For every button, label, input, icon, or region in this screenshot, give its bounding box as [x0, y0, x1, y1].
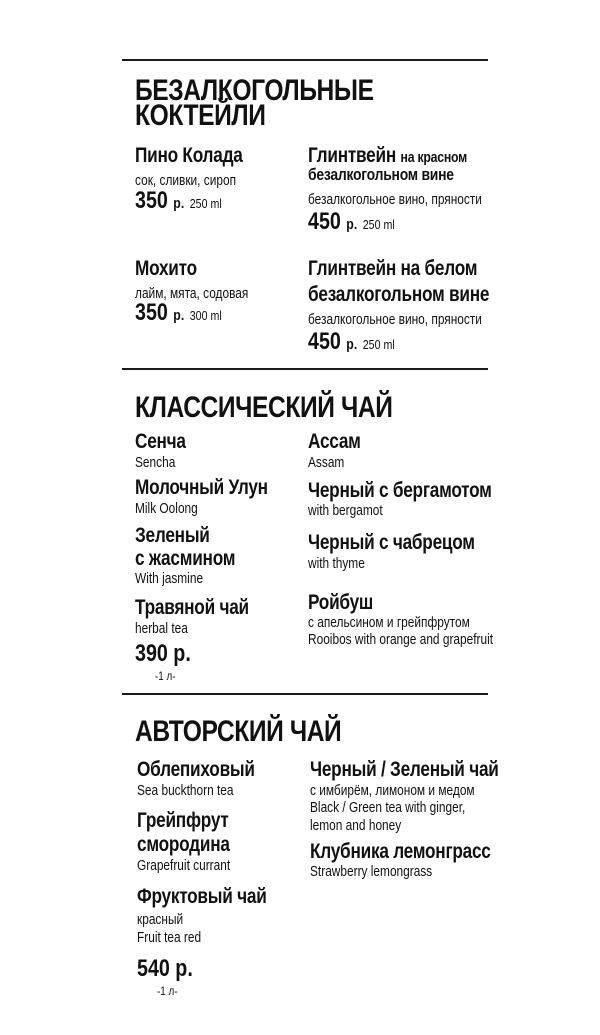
item-name: Ройбуш — [308, 591, 374, 614]
item-name: Ассам — [308, 430, 361, 453]
item-name-line2: с жасмином — [135, 547, 236, 570]
price-value: 350 — [135, 187, 168, 214]
item-name: Молочный Улун — [135, 476, 268, 499]
currency: р. — [346, 216, 358, 233]
currency: р. — [173, 307, 185, 324]
item-name: Облепиховый — [137, 758, 255, 781]
item-name: Грейпфрут — [137, 809, 229, 832]
item-name: Мохито — [135, 257, 197, 280]
item-price — [308, 330, 395, 354]
section-price: 540 р. — [137, 955, 193, 982]
item-name-line2: безалкогольном вине — [308, 165, 454, 184]
divider — [122, 368, 488, 370]
item-desc-en: Rooibos with orange and grapefruit — [308, 632, 494, 648]
volume: 300 ml — [189, 308, 222, 323]
item-desc: с имбирём, лимоном и медом — [310, 783, 475, 799]
item-name: Травяной чай — [135, 596, 249, 619]
item-name: Пино Колада — [135, 144, 243, 167]
volume: 250 ml — [362, 217, 395, 232]
item-price — [135, 189, 222, 213]
section-price: 390 р. — [135, 640, 191, 667]
item-name: Фруктовый чай — [137, 885, 267, 908]
volume: 250 ml — [189, 196, 222, 211]
item-name: Зеленый — [135, 524, 210, 547]
divider — [122, 693, 488, 695]
section-title: АВТОРСКИЙ ЧАЙ — [135, 715, 342, 748]
item-desc-en: Fruit tea red — [137, 930, 202, 946]
volume: 250 ml — [362, 337, 395, 352]
item-name: Сенча — [135, 430, 186, 453]
item-desc: Grapefruit currant — [137, 858, 231, 874]
item-desc-en: Black / Green tea with ginger, — [310, 800, 466, 816]
item-desc: с апельсином и грейпфрутом — [308, 615, 470, 631]
item-desc: With jasmine — [135, 571, 204, 587]
item-desc: безалкогольное вино, пряности — [308, 312, 482, 328]
item-desc: Sea buckthorn tea — [137, 783, 234, 799]
item-name: Черный с бергамотом — [308, 479, 492, 502]
item-name: Глинтвейн на белом — [308, 257, 478, 280]
item-price — [308, 210, 395, 234]
item-price — [135, 301, 222, 325]
item-name-main: Глинтвейн — [308, 144, 396, 167]
item-name-line2: безалкогольном вине — [308, 283, 490, 306]
item-desc: Assam — [308, 455, 345, 471]
item-name: Черный с чабрецом — [308, 531, 475, 554]
divider — [122, 59, 488, 61]
item-name: Черный / Зеленый чай — [310, 758, 499, 781]
currency: р. — [173, 195, 185, 212]
section-volume: -1 л- — [155, 669, 176, 683]
item-name — [308, 145, 467, 166]
item-name: Клубника лемонграсс — [310, 840, 491, 863]
item-desc: безалкогольное вино, пряности — [308, 192, 482, 208]
item-name-line2: смородина — [137, 833, 230, 856]
item-desc: with bergamot — [308, 503, 383, 519]
item-desc: herbal tea — [135, 621, 188, 637]
item-desc: Sencha — [135, 455, 176, 471]
currency: р. — [346, 336, 358, 353]
item-desc: красный — [137, 912, 184, 928]
section-title-line: БЕЗАЛКОГОЛЬНЫЕ — [135, 74, 374, 107]
item-desc-en: lemon and honey — [310, 818, 402, 834]
price-value: 450 — [308, 328, 341, 355]
section-volume: -1 л- — [157, 984, 178, 998]
price-value: 450 — [308, 208, 341, 235]
item-desc: Milk Oolong — [135, 501, 198, 517]
item-desc: лайм, мята, содовая — [135, 286, 249, 302]
item-name-small: на красном — [400, 149, 467, 166]
item-desc: Strawberry lemongrass — [310, 864, 433, 880]
section-title: КЛАССИЧЕСКИЙ ЧАЙ — [135, 391, 393, 424]
section-title-line: КОКТЕЙЛИ — [135, 99, 266, 132]
price-value: 350 — [135, 299, 168, 326]
item-desc: with thyme — [308, 556, 365, 572]
item-desc: сок, сливки, сироп — [135, 173, 237, 189]
